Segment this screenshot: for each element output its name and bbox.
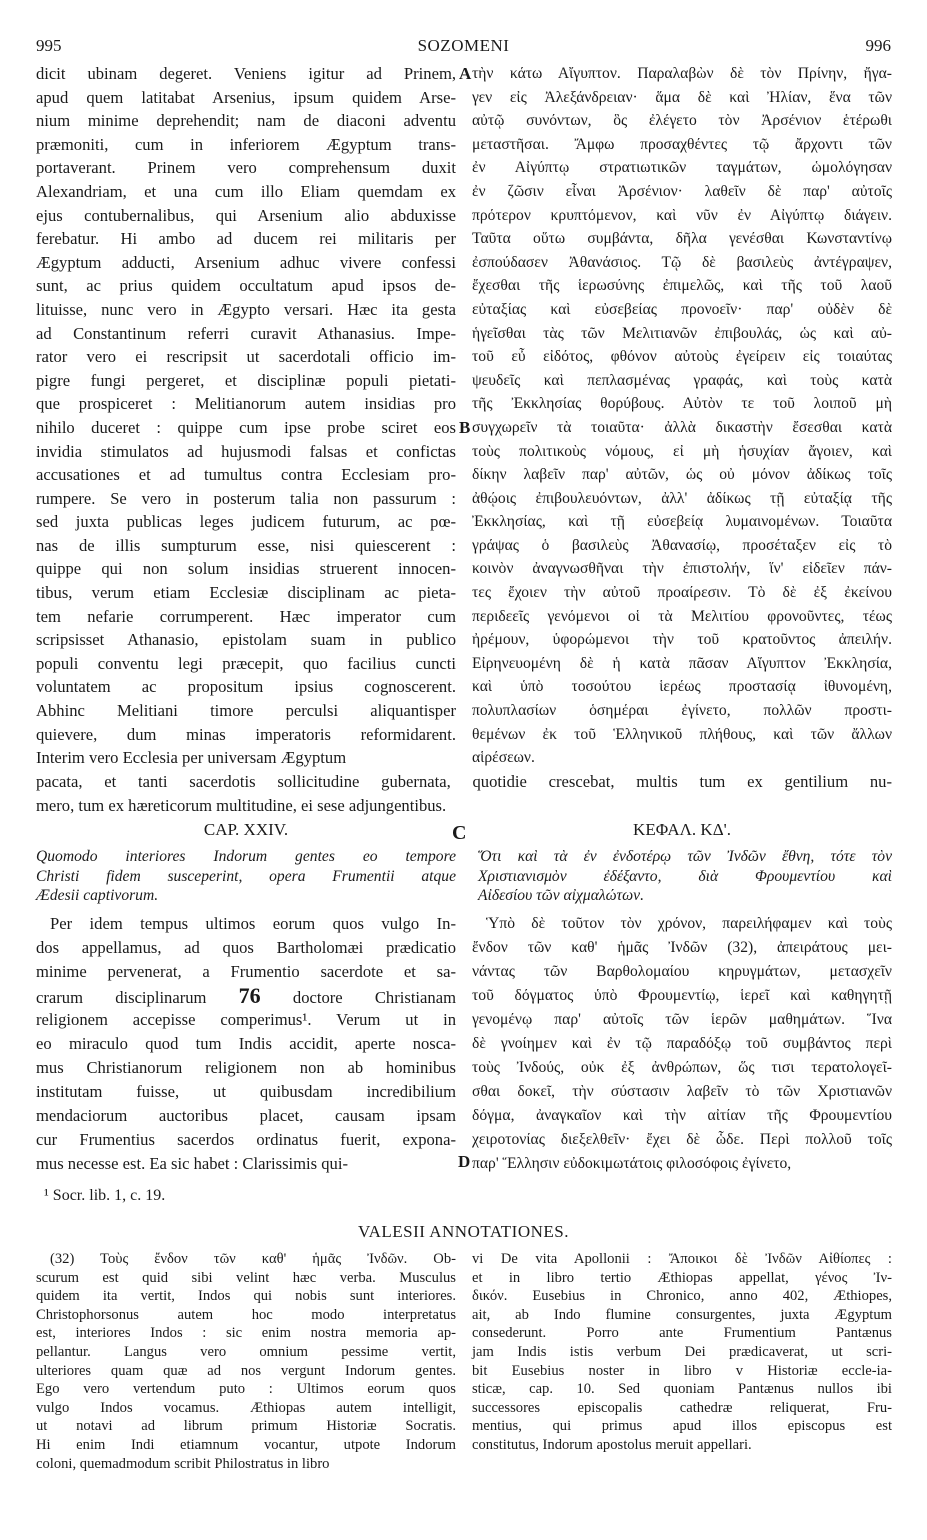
greek-line: τοῦ εὖ εἰδότος, φθόνον αὐτοὺς ἐγείρειν εἰς τοιαύτας (472, 348, 892, 366)
summary-line-greek: Αἰδεσίου τῶν αἰχμαλώτων. (478, 887, 644, 904)
body-line-latin: Per idem tempus ultimos eorum quos vulgo In- (50, 914, 456, 933)
latin-line: pigre fungi pergeret, et disciplinæ populi pietati- (36, 370, 456, 390)
greek-line: αὐτῷ συνόντων, ὃς ἐλέγετο τὸν Ἀρσένιον ἑτέρωθι (472, 112, 892, 130)
body-line-greek: δὲ γνοίημεν καὶ ἐν τῷ παραδόξῳ τοῦ συμβάντος περὶ (472, 1035, 892, 1052)
latin-line: quippe qui non solum insidias struerent innocen- (36, 559, 456, 579)
greek-line: τὴν κάτω Αἴγυπτον. Παραλαβὼν δὲ τὸν Πρίνην, ἤγα- (472, 65, 892, 82)
annotation-line: Ego vero vertendum puto : Ultimos eorum quos (36, 1381, 456, 1398)
latin-line: apud quem latitabat Arsenius, ipsum quidem Arse- (36, 87, 456, 107)
running-title: SOZOMENI (417, 36, 510, 55)
latin-line: nihilo duceret : quippe cum ipse probe sciret eos (36, 417, 456, 437)
annotation-line: est, interiores Indos : sic enim nostra memoria ap- (36, 1325, 456, 1342)
greek-line: ἐν Αἰγύπτῳ στρατιωτικῶν ταγμάτων, ὡμολόγησαν (472, 159, 892, 177)
latin-column-top (36, 62, 456, 770)
chapter-heading-greek: ΚΕΦΑΛ. ΚΔ'. (633, 820, 731, 839)
annotation-line: ut notavi ad librum primum Historiæ Socratis. (36, 1418, 456, 1435)
greek-line: γράψας ὁ βασιλεὺς Ἀθανασίῳ, προσέταξεν εἰς τὸ (472, 536, 892, 554)
annotation-line: vulgo Indos vocamus. Æthiopas autem intelligit, (36, 1399, 456, 1416)
annotation-line: ait, ab Indo flumine consurgentes, juxta Ægyptum (472, 1306, 892, 1323)
greek-line: ἔχεσθαι τῆς ἱερωσύνης ἐπιμελῶς, καὶ τῆς τοῦ λαοῦ (472, 277, 892, 295)
greek-line: περιδεεῖς γενόμενοι οἱ τὰ Μελιτίου φρονοῦντες, τέως (472, 607, 892, 625)
page-number-right: 996 (865, 36, 891, 55)
latin-line: ad Constantinum referri curavit Athanasius. Impe- (36, 323, 456, 343)
latin-line: dicit ubinam degeret. Veniens igitur ad Prinem, (36, 64, 456, 83)
greek-line: γεν εἰς Ἀλεξάνδρειαν· ἅμα δὲ καὶ Ἠλίαν, ἕνα τῶν (472, 88, 892, 106)
chapter-summary-latin (36, 847, 456, 906)
greek-line: καὶ ὑπὸ τοσούτου ἱερέως προστασίᾳ ἰθυνομένη, (472, 678, 892, 696)
footnote: ¹ Socr. lib. 1, c. 19. (44, 1187, 166, 1204)
greek-line: ἠρέμουν, ὑφορώμενοι τὴν τοῦ κρατοῦντος ἀπειλήν. (472, 631, 892, 649)
body-line-greek: Ὑπὸ δὲ τοῦτον τὸν χρόνον, παρειλήφαμεν καὶ τοὺς (486, 915, 892, 932)
greek-line: Εἰρηνευομένη δὲ ἡ κατὰ πᾶσαν Αἴγυπτον Ἐκκλησία, (472, 654, 892, 672)
body-line-latin: dos appellamus, ad quos Bartholomæi prædicatio (36, 938, 456, 957)
greek-line: τῆς Ἐκκλησίας θορύβους. Αὐτὸν τε τοῦ λοιποῦ μὴ (472, 395, 892, 413)
body-line-greek: γενομένῳ παρ' αὐτοῖς τῶν ἱερῶν μαθημάτων. Ἵνα (472, 1011, 892, 1028)
greek-line: τες ἔχοιεν τὴν αὐτοῦ προαίρεσιν. Τὸ δὲ ἐξ ἐκείνου (472, 584, 892, 602)
body-line-latin: religionem accepisse comperimus¹. Verum ut in (36, 1010, 456, 1029)
body-line-latin: mus necesse est. Ea sic habet : Clarissimis qui- (36, 1154, 348, 1173)
latin-line: scripsisset Athanasio, epistolam suam in publico (36, 630, 456, 650)
greek-line: ἀθῴοις ἐπιβουλευόντων, ἀλλ' ἀδίκως τῇ εὐταξίᾳ τῆς (472, 489, 892, 507)
latin-line: sunt, ac prius quidem occultatum apud ipsos de- (36, 276, 456, 296)
merged-line: mero, tum ex hæreticorum multitudine, ei sese adjungentibus. (36, 795, 447, 815)
body-line-greek: νάντας τῶν Βαρθολομαίου κηρυγμάτων, μετασχεῖν (472, 963, 892, 980)
latin-line: Interim vero Ecclesia per universam Ægyptum (36, 748, 347, 768)
latin-line: accusationes et ad tumultus contra Ecclesiam pro- (36, 465, 456, 485)
annotations-title: VALESII ANNOTATIONES. (358, 1222, 569, 1241)
latin-line: que prospiceret : Melitianorum autem insidias pro (36, 394, 456, 414)
body-line-latin: institutam fuisse, ut quibusdam incredibilium (36, 1082, 456, 1101)
latin-line: Ægyptum adducti, Arsenium adhuc vivere confessi (36, 252, 456, 272)
column-number-marker: 76 (238, 983, 261, 1008)
body-line-greek: σθαι δοκεῖ, τὴν σύστασιν λαβεῖν τὸ τῶν Χριστιανῶν (472, 1083, 892, 1100)
annotation-line: constitutus, Indorum apostolus meruit appellari. (472, 1436, 752, 1453)
body-line-latin (36, 984, 456, 1008)
greek-line: συγχωρεῖν τὰ τοιαῦτα· ἀλλὰ δικαστὴν ἔσεσθαι κατὰ (472, 418, 892, 436)
merged-line: pacata, et tanti sacerdotis sollicitudine gubernata, quotidie crescebat, multis tum ex gentilium nu- (36, 772, 892, 791)
latin-line: portaverant. Prinem vero comprehensum duxit (36, 158, 456, 178)
annotation-line: pellantur. Langus vero omnium pessime vertit, (36, 1343, 456, 1360)
latin-line: ejus contubernalibus, qui Arsenium alio abduxisse (36, 205, 456, 225)
page-number-left: 995 (36, 36, 62, 55)
body-line-greek: ἔνδον τῶν καθ' ἡμᾶς Ἰνδῶν (32), ἀπειράτους μει- (472, 939, 892, 956)
latin-line: Abhinc Melitiani timore perculsi aliquantisper (36, 701, 456, 721)
latin-line: populi conventu legi præcepit, quo facilius cuncti (36, 653, 456, 673)
running-head (36, 36, 891, 58)
annotation-line: vi De vita Apollonii : Ἄποικοι δὲ Ἰνδῶν Αἰθίοπες : (472, 1251, 892, 1267)
greek-line: Ἐκκλησίας, καὶ τῇ εὐσεβείᾳ λυμαινομένων. Τοιαῦτα (472, 513, 892, 531)
greek-line: κοινὸν ἀναγνωσθῆναι τὴν ἐπιστολήν, ἵν' εἰδεῖεν πάν- (472, 560, 892, 578)
annotation-line: Christophorsonus autem hoc modo interpretatus (36, 1306, 456, 1323)
greek-line: ἐσπούδασεν Ἀθανάσιος. Τῷ δὲ βασιλεὺς ἀντέγραψεν, (472, 253, 892, 271)
annotation-line: successores episcopalis cathedræ reliquerat, Fru- (472, 1399, 892, 1416)
annotation-line: jam Indis istis verbum Dei prædicaverat, ut scri- (472, 1343, 892, 1360)
margin-marker-c: C (452, 822, 467, 844)
margin-marker-d: D (458, 1152, 471, 1171)
annotations-left-column (36, 1250, 456, 1473)
latin-line: tibus, verum etiam Ecclesiæ disciplinam ac pieta- (36, 583, 456, 603)
latin-line: rator vero ei rescripsit ut sacerdotali officio im- (36, 347, 456, 367)
body-line-greek: τοὺς Ἰνδούς, οὐκ ἐξ ἀνθρώπων, ὥς τισι τερατολογεῖ- (472, 1059, 892, 1076)
chapter-text-greek (472, 912, 892, 1176)
annotation-line: quidem ita vertit, Indos qui nobis sunt interiores. (36, 1288, 456, 1305)
body-line-greek: τοῦ δόγματος ὑπὸ Φρουμεντίῳ, ἱερεῖ καὶ καθηγητῇ (472, 987, 892, 1004)
greek-line: ἡγεῖσθαι τὰς τῶν Μελιτιανῶν ἐπιβουλάς, ὡς καὶ αὐ- (472, 324, 892, 342)
summary-line-latin: Quomodo interiores Indorum gentes eo tempore (36, 848, 456, 865)
annotation-line: ulteriores quam quæ ad nos vergunt Indorum gentes. (36, 1362, 456, 1379)
annotation-line: δικόν. Eusebius in Chronico, anno 402, Æthiopes, (472, 1288, 892, 1305)
margin-marker-a: A (459, 64, 472, 83)
body-line-latin: minime pervenerat, a Frumentio sacerdote et sa- (36, 962, 456, 981)
greek-line: πρότερον κρυπτόμενον, καὶ νῦν ἐν Αἰγύπτῳ διάγειν. (472, 206, 892, 224)
annotation-line: sticæ, cap. 10. Sed quoniam Pantænus nullos ibi (472, 1381, 892, 1398)
chapter-summary-greek (478, 847, 892, 906)
latin-line: voluntatem ac propositum ipsius cognoscerent. (36, 677, 456, 697)
body-line-latin: mendaciorum auctoribus placet, causam ipsam (36, 1106, 456, 1125)
greek-line: θεμένων ἐκ τοῦ Ἑλληνικοῦ πλήθους, καὶ τῶν ἄλλων (472, 725, 892, 743)
latin-line: quievere, dum minas imperatoris reformidarent. (36, 724, 456, 744)
annotation-line: consederunt. Porro ante Frumentium Pantænus (472, 1325, 892, 1342)
greek-line: αἱρέσεων. (472, 749, 535, 767)
annotation-line: Hi enim Indi etiamnum vocantur, utpote Indorum (36, 1436, 456, 1453)
annotation-line: scurum est quid sibi velint hæc verba. Musculus (36, 1269, 456, 1286)
summary-line-greek: Ὅτι καὶ τὰ ἐν ἐνδοτέρῳ τῶν Ἰνδῶν ἔθνη, τότε τὸν (478, 848, 892, 865)
merged-paragraph-end (36, 770, 892, 817)
latin-line: præmoniti, cum in inferiorem Ægyptum trans- (36, 134, 456, 154)
chapter-heading-latin: CAP. XXIV. (203, 820, 289, 839)
greek-line: εὐταξίας καὶ εὐσεβείας προνοεῖν· παρ' οὐδὲν δὲ (472, 300, 892, 318)
body-line-latin: eo miraculo quod tum Indis accidit, aperte nosca- (36, 1034, 456, 1053)
greek-line: τοὺς πολιτικοὺς νόμους, εἰ μὴ ἡσυχίαν ἄγοιεν, καὶ (472, 442, 892, 460)
latin-line: nium minime deprehendit; nam de diaconi adventu (36, 111, 456, 131)
latin-line: ferebatur. Hi ambo ad ducem rei militaris per (36, 229, 456, 249)
latin-line: tem nefarie corrumperent. Hæc imperator cum (36, 606, 456, 626)
body-line-latin: cur Frumentius sacerdos ordinatus fuerit, expona- (36, 1130, 456, 1149)
annotation-line: bit Eusebius noster in libro v Historiæ eccle-ia- (472, 1362, 892, 1379)
latin-line: rumpere. Se vero in posterum talia non passurum : (36, 488, 456, 508)
latin-line: lituisse, nunc vero in Ægypto versari. Hæc ita gesta (36, 299, 456, 319)
greek-line: Ταῦτα οὕτω συμβάντα, δῆλα γενέσθαι Κωνσταντίνῳ (472, 230, 892, 248)
annotations-right-column (472, 1250, 892, 1455)
greek-line: ψευδεῖς καὶ πεπλασμένας γραφάς, καὶ τοὺς κατὰ (472, 371, 892, 389)
chapter-text-latin (36, 912, 456, 1176)
summary-line-latin: Christi fidem susceperint, opera Frumentii atque (36, 867, 456, 885)
latin-line: sed juxta publicas leges judicem futurum, ac pœ- (36, 512, 456, 532)
greek-line: ἐν ζῶσιν εἶναι Ἀρσένιον· λαθεῖν δὲ παρ' αὐτοῖς (472, 182, 892, 200)
greek-line: δίκην λαβεῖν παρ' αὐτῶν, ὡς οὐ μόνον ἀδίκως τοῖς (472, 466, 892, 484)
annotation-line: et in libro tertio Æthiopas appellat, γένος Ἰν- (472, 1269, 892, 1286)
summary-line-latin: Ædesii captivorum. (36, 887, 159, 904)
greek-line: πολυπλασίων ὁσημέραι ἐγίνετο, πολλῶν προστι- (472, 702, 892, 720)
body-line-latin-part: doctore Christianam (292, 988, 456, 1007)
greek-column-top (472, 62, 892, 770)
body-line-greek: δόγμα, ἀναγκαῖον καὶ τὴν αἰτίαν τῆς Φρουμεντίου (472, 1107, 892, 1124)
summary-line-greek: Χριστιανισμὸν ἐδέξαντο, διὰ Φρουμεντίου καὶ (478, 867, 892, 885)
greek-line: μεταστῆσαι. Ἄμφω προσαχθέντες τῷ ἄρχοντι τῶν (472, 135, 892, 153)
body-line-latin: mus Christianorum religionem non ab hominibus (36, 1058, 456, 1077)
body-line-greek: παρ' Ἕλλησιν εὐδοκιμωτάτοις φιλοσόφοις ἐγίνετο, (472, 1155, 792, 1172)
latin-line: Alexandriam, et una cum illo Eliam quemdam ex (36, 181, 456, 201)
latin-line: nas de illis sumpturum esse, nisi quiescerent : (36, 535, 456, 555)
margin-marker-b: B (459, 418, 471, 437)
latin-line: invidia stimulatos ad hujusmodi falsas et confictas (36, 441, 456, 461)
annotation-line: coloni, quemadmodum scribit Philostratus in libro (36, 1455, 330, 1472)
annotation-line: mentius, qui primus apud illos episcopus est (472, 1418, 892, 1435)
body-line-greek: χειροτονίας διεξελθεῖν· ἔχει δὲ ὧδε. Περὶ πολλοῦ τοῖς (472, 1131, 892, 1148)
annotation-line: (32) Τοὺς ἔνδον τῶν καθ' ἡμᾶς Ἰνδῶν. Ob- (50, 1251, 456, 1267)
body-line-latin-part: crarum disciplinarum (36, 988, 207, 1007)
